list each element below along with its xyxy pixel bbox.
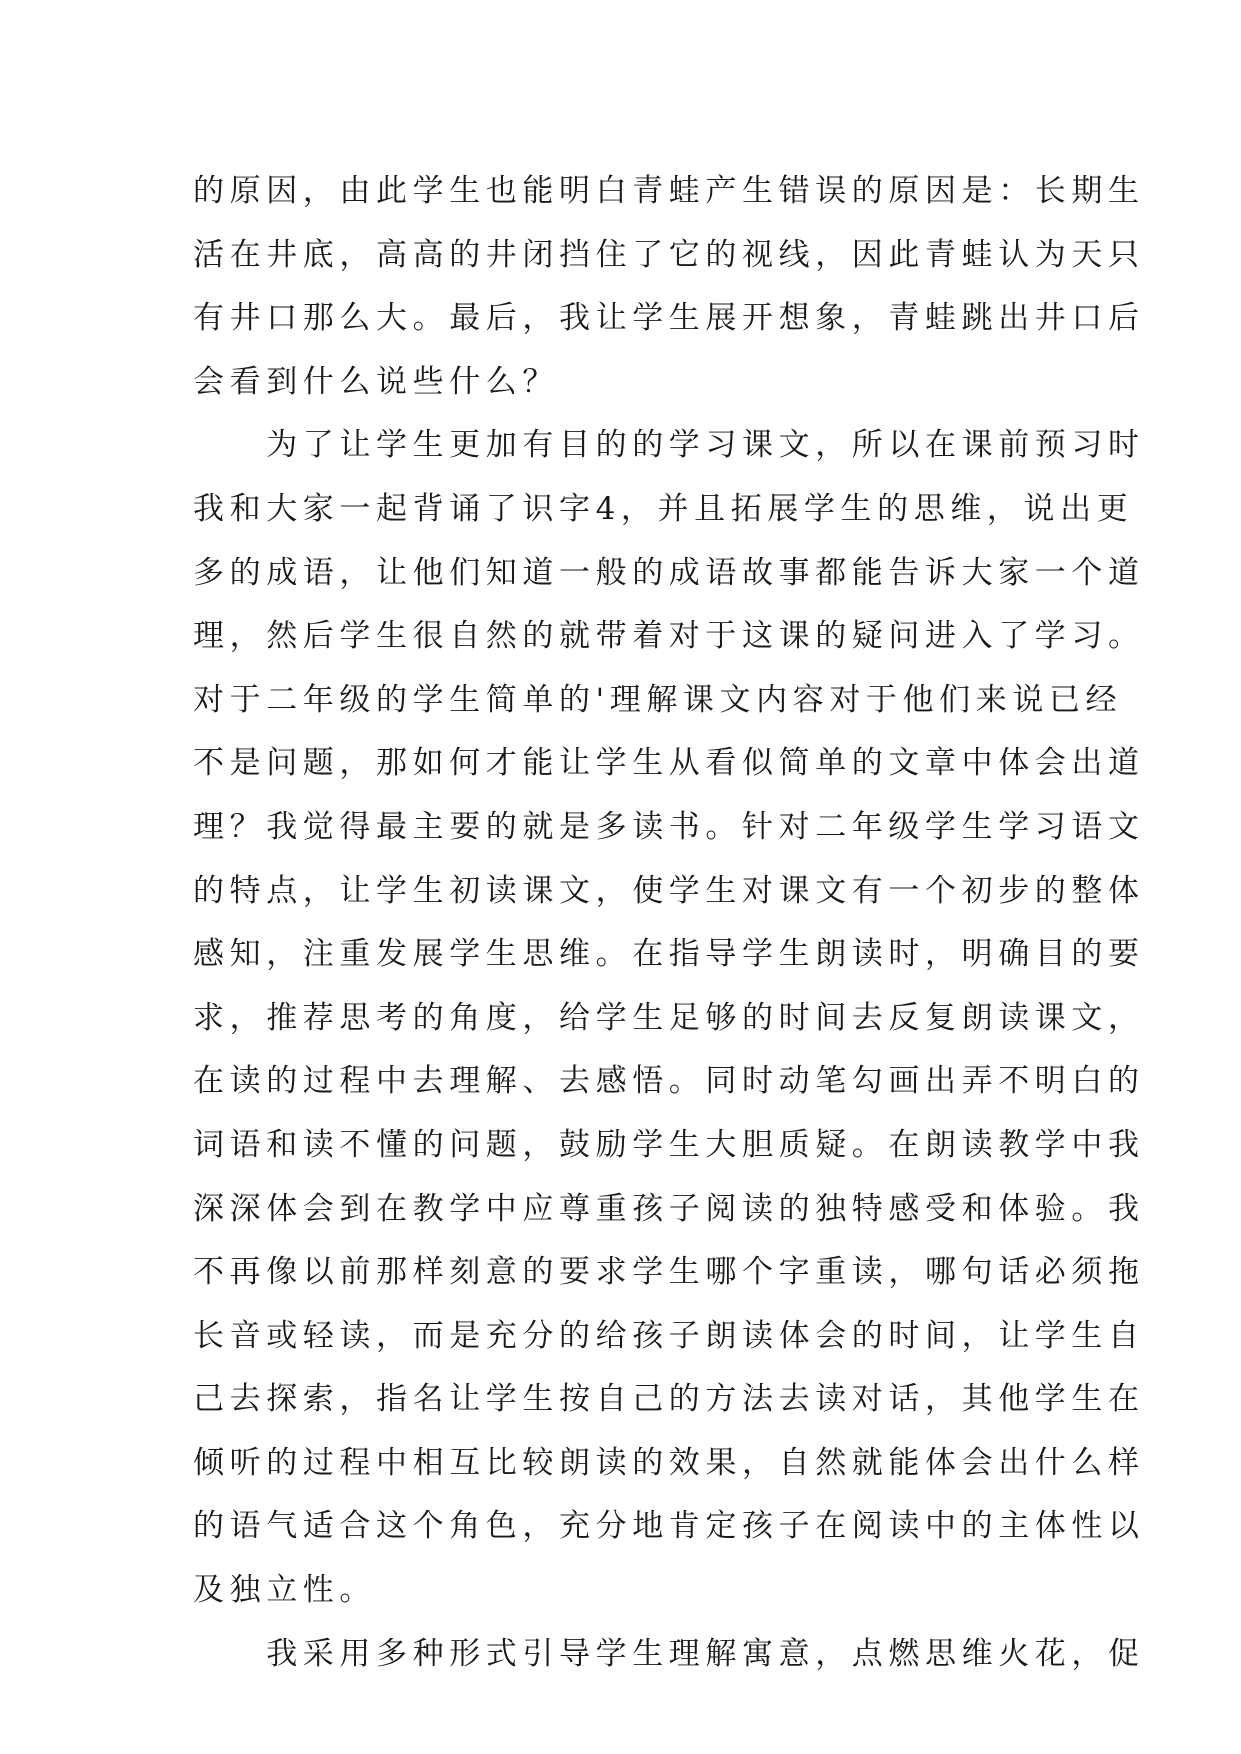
paragraph-start-line: 我采用多种形式引导学生理解寓意，点燃思维火花，促 (193, 1635, 1145, 1672)
paragraph-start-line: 为了让学生更加有目的的学习课文，所以在课前预习时 (193, 427, 1145, 464)
text-line: 理？我觉得最主要的就是多读书。针对二年级学生学习语文 (193, 808, 1145, 845)
text-line: 多的成语，让他们知道一般的成语故事都能告诉大家一个道 (193, 554, 1145, 591)
text-line: 长音或轻读，而是充分的给孩子朗读体会的时间，让学生自 (193, 1317, 1145, 1354)
text-line: 的原因，由此学生也能明白青蛙产生错误的原因是：长期生 (193, 173, 1145, 209)
text-line: 有井口那么大。最后，我让学生展开想象，青蛙跳出井口后 (193, 300, 1145, 337)
text-line: 的特点，让学生初读课文，使学生对课文有一个初步的整体 (193, 872, 1145, 909)
text-line: 倾听的过程中相互比较朗读的效果，自然就能体会出什么样 (193, 1444, 1145, 1481)
text-line: 求，推荐思考的角度，给学生足够的时间去反复朗读课文， (193, 999, 1145, 1036)
text-line: 的语气适合这个角色，充分地肯定孩子在阅读中的主体性以 (193, 1508, 1145, 1545)
text-line: 感知，注重发展学生思维。在指导学生朗读时，明确目的要 (193, 936, 1145, 973)
text-line: 理，然后学生很自然的就带着对于这课的疑问进入了学习。 (193, 618, 1145, 655)
text-line: 会看到什么说些什么？ (193, 363, 559, 400)
text-line: 活在井底，高高的井闭挡住了它的视线，因此青蛙认为天只 (193, 236, 1145, 273)
text-line: 及独立性。 (193, 1572, 376, 1609)
text-line: 对于二年级的学生简单的'理解课文内容对于他们来说已经 (193, 681, 1123, 718)
text-line: 我和大家一起背诵了识字4，并且拓展学生的思维，说出更 (193, 490, 1134, 527)
body-text (193, 160, 1145, 1686)
text-line: 词语和读不懂的问题，鼓励学生大胆质疑。在朗读教学中我 (193, 1126, 1145, 1163)
text-line: 深深体会到在教学中应尊重孩子阅读的独特感受和体验。我 (193, 1190, 1145, 1227)
text-line: 不是问题，那如何才能让学生从看似简单的文章中体会出道 (193, 745, 1145, 782)
text-line: 己去探索，指名让学生按自己的方法去读对话，其他学生在 (193, 1381, 1145, 1418)
text-line: 不再像以前那样刻意的要求学生哪个字重读，哪句话必须拖 (193, 1254, 1145, 1291)
text-line: 在读的过程中去理解、去感悟。同时动笔勾画出弄不明白的 (193, 1063, 1145, 1100)
